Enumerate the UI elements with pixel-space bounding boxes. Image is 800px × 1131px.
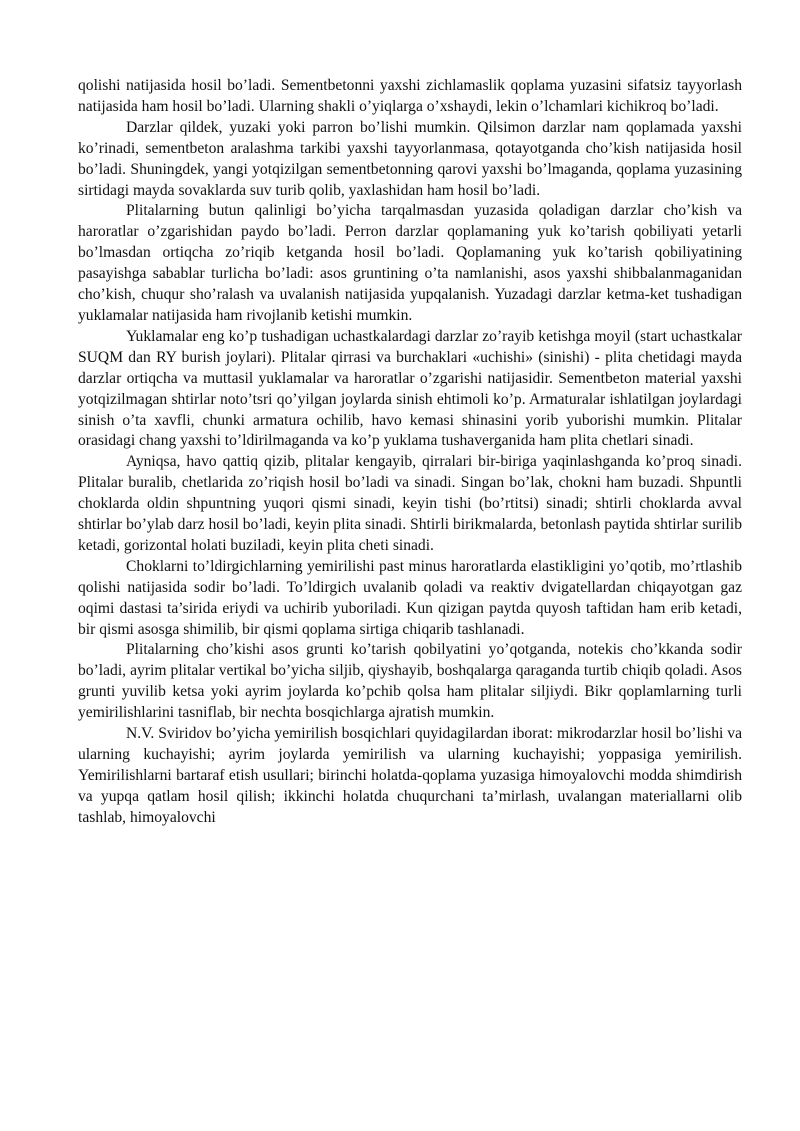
paragraph-3: Plitalarning butun qalinligi bo’yicha tarqalmasdan yuzasida qoladigan darzlar cho’kish va haroratlar o’zgarishidan paydo bo’ladi. Perron darzlar qoplamaning yuk ko’tarish qobiliyati yetarli bo’lmasdan ortiqcha zo’riqib ketganda hosil bo’ladi. Qoplamaning yuk ko’tarish qobiliyatining pasayishga sabablar turlicha bo’ladi: asos gruntining o’ta namlanishi, asos yaxshi shibbalanmaganidan cho’kish, chuqur sho’ralash va uvalanish natijasida yupqalanish. Yuzadagi darzlar ketma-ket tushadigan yuklamalar natijasida ham rivojlanib ketishi mumkin.	[78, 202, 742, 324]
paragraph-5: Ayniqsa, havo qattiq qizib, plitalar kengayib, qirralari bir-biriga yaqinlashganda ko’proq sinadi. Plitalar buralib, chetlarida zo’riqish hosil bo’ladi va sinadi. Singan bo’lak, chokni ham buzadi. Shpuntli choklarda oldin shpuntning yuqori qismi sinadi, keyin tishi (bo’rtitsi) sinadi; shtirli choklarda avval shtirlar bo’ylab darz hosil bo’ladi, keyin plita sinadi. Shtirli birikmalarda, betonlash paytida shtirlar surilib ketadi, gorizontal holati buziladi, keyin plita cheti sinadi.	[78, 453, 742, 554]
paragraph-2: Darzlar qildek, yuzaki yoki parron bo’lishi mumkin. Qilsimon darzlar nam qoplamada yaxshi ko’rinadi, sementbeton aralashma tarkibi yaxshi tayyorlanmasa, qotayotganda cho’kish natijasida hosil bo’ladi. Shuningdek, yangi yotqizilgan sementbetonning qarovi yaxshi bo’lmaganda, qoplama yuzasining sirtidagi mayda sovaklarda suv turib qolib, yaxlashidan ham hosil bo’ladi.	[78, 118, 742, 199]
paragraph-1: qolishi natijasida hosil bo’ladi. Sementbetonni yaxshi zichlamaslik qoplama yuzasini sifatsiz tayyorlash natijasida ham hosil bo’ladi. Ularning shakli o’yiqlarga o’xshaydi, lekin o’lchamlari kichikroq bo’ladi.	[78, 77, 742, 115]
paragraph-7: Plitalarning cho’kishi asos grunti ko’tarish qobilyatini yo’qotganda, notekis cho’kkanda sodir bo’ladi, ayrim plitalar vertikal bo’yicha siljib, qiyshayib, boshqalarga qaraganda turtib chiqib qoladi. Asos grunti yuvilib ketsa yoki ayrim joylarda ko’pchib qolsa ham plitalar siljiydi. Bikr qoplamlarning turli yemirilishlarini tasniflab, bir nechta bosqichlarga ajratish mumkin.	[78, 641, 742, 722]
paragraph-6: Choklarni to’ldirgichlarning yemirilishi past minus haroratlarda elastikligini yo’qotib, mo’rtlashib qolishi natijasida sodir bo’ladi. To’ldirgich uvalanib qoladi va reaktiv dvigatellardan chiqayotgan gaz oqimi dastasi ta’sirida eriydi va uchirib yuboriladi. Kun qizigan paytda quyosh taftidan ham erib ketadi, bir qismi asosga shimilib, bir qismi qoplama sirtiga chiqarib tashlanadi.	[78, 557, 742, 638]
paragraph-4: Yuklamalar eng ko’p tushadigan uchastkalardagi darzlar zo’rayib ketishga moyil (start uchastkalar SUQM dan RY burish joylari). Plitalar qirrasi va burchaklari «uchishi» (sinishi) - plita chetidagi mayda darzlar ortiqcha va muttasil yuklamalar va haroratlar o’zgarishi natijasidir. Sementbeton material yaxshi yotqizilmagan shtirlar noto’tsri qo’yilgan joylarda sinish ehtimoli ko’p. Armaturalar ishlatilgan joylardagi sinish o’ta xavfli, chunki armatura ochilib, havo kemasi shinasini yorib yuborishi mumkin. Plitalar orasidagi chang yaxshi to’ldirilmaganda va ko’p yuklama tushaverganida ham plita chetlari sinadi.	[78, 327, 742, 450]
document-page	[78, 76, 742, 829]
paragraph-8: N.V. Sviridov bo’yicha yemirilish bosqichlari quyidagilardan iborat: mikrodarzlar hosil bo’lishi va ularning kuchayishi; ayrim joylarda yemirilish va ularning kuchayishi; yoppasiga yemirilish. Yemirilishlarni bartaraf etish usullari; birinchi holatda-qoplama yuzasiga himoyalovchi modda shimdirish va yupqa qatlam hosil qilish; ikkinchi holatda chuqurchani ta’mirlash, uvalangan materiallarni olib tashlab, himoyalovchi	[78, 725, 742, 826]
